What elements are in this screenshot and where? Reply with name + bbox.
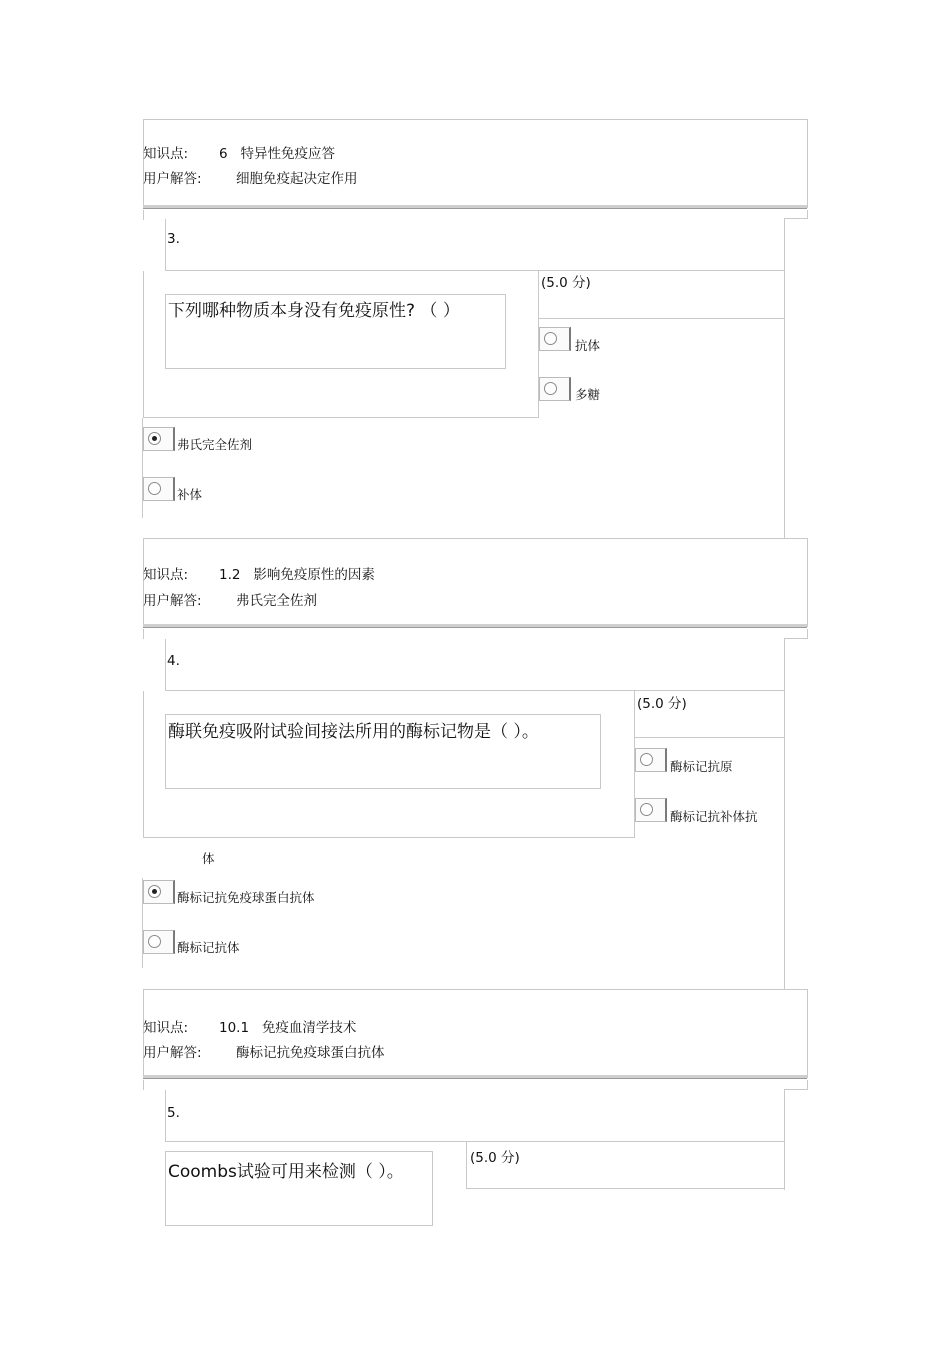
q4-option-label: 酶标记抗原 (670, 759, 733, 774)
answer-text: 酶标记抗免疫球蛋白抗体 (236, 1045, 385, 1061)
answer-label: 用户解答: (143, 593, 202, 609)
answer-line-q3 (143, 592, 317, 610)
radio-circle-icon (544, 332, 557, 345)
q3-right-rail (783, 219, 785, 539)
q3-question-text: 下列哪种物质本身没有免疫原性? （ ） (168, 301, 460, 321)
kp-num: 10.1 (219, 1020, 250, 1036)
q5-number: 5. (167, 1105, 180, 1121)
q5-number-box (165, 1090, 785, 1142)
radio-circle-icon (640, 753, 653, 766)
radio-circle-icon (148, 482, 161, 495)
q5-question-text: Coombs试验可用来检测（ ）。 (168, 1162, 404, 1182)
q4-question-text: 酶联免疫吸附试验间接法所用的酶标记物是（ ）。 (168, 722, 539, 742)
q4-option-label: 酶标记抗免疫球蛋白抗体 (177, 890, 315, 905)
q4-number: 4. (167, 653, 180, 669)
q3-option-label: 抗体 (575, 338, 601, 353)
sep-tail (784, 210, 808, 219)
kp-box-q2 (143, 119, 808, 208)
kp-text: 特异性免疫应答 (240, 146, 335, 162)
q3-option-label: 多糖 (575, 387, 601, 402)
kp-num: 1.2 (219, 567, 241, 583)
q4-option-radio-selected[interactable] (143, 880, 175, 904)
kp-label: 知识点: (143, 567, 189, 583)
sep-tail (784, 629, 808, 639)
q3-score: (5.0 分) (541, 275, 591, 291)
q4-number-box (165, 639, 785, 691)
kp-label: 知识点: (143, 146, 189, 162)
q4-score: (5.0 分) (637, 696, 687, 712)
q3-option-label: 弗氏完全佐剂 (177, 437, 253, 452)
q4-option-label: 酶标记抗体 (177, 940, 240, 955)
separator (143, 624, 807, 628)
sep-tail (784, 1080, 808, 1090)
q4-option-label-wrap: 体 (202, 851, 215, 866)
kp-line-q4 (143, 1019, 356, 1037)
separator (143, 1075, 807, 1079)
answer-line-q4 (143, 1044, 385, 1062)
q4-option-radio[interactable] (635, 798, 667, 822)
radio-selected-icon (148, 432, 161, 445)
answer-text: 细胞免疫起决定作用 (236, 171, 358, 187)
q4-option-radio[interactable] (635, 748, 667, 772)
kp-line-q3 (143, 566, 375, 584)
radio-circle-icon (640, 803, 653, 816)
q5-score: (5.0 分) (470, 1150, 520, 1166)
radio-selected-icon (148, 885, 161, 898)
q3-option-label: 补体 (177, 487, 203, 502)
q4-option-label: 酶标记抗补体抗 (670, 809, 758, 824)
radio-circle-icon (148, 935, 161, 948)
q5-left-rail-top (143, 1080, 165, 1090)
q3-number-box (165, 219, 785, 271)
kp-text: 影响免疫原性的因素 (253, 567, 375, 583)
answer-text: 弗氏完全佐剂 (236, 593, 317, 609)
q3-option-radio-selected[interactable] (143, 427, 175, 451)
q3-option-radio[interactable] (143, 477, 175, 501)
kp-line-q2 (143, 145, 335, 163)
kp-num: 6 (219, 146, 228, 162)
q3-option-radio[interactable] (539, 327, 571, 351)
q3-left-rail-top (143, 210, 165, 220)
q3-option-radio[interactable] (539, 377, 571, 401)
radio-circle-icon (544, 382, 557, 395)
q4-option-radio[interactable] (143, 930, 175, 954)
answer-label: 用户解答: (143, 171, 202, 187)
q3-number: 3. (167, 231, 180, 247)
answer-label: 用户解答: (143, 1045, 202, 1061)
answer-line-q2 (143, 170, 358, 188)
q4-left-rail-top (143, 629, 165, 639)
kp-text: 免疫血清学技术 (261, 1020, 357, 1036)
separator (143, 205, 807, 209)
kp-label: 知识点: (143, 1020, 189, 1036)
